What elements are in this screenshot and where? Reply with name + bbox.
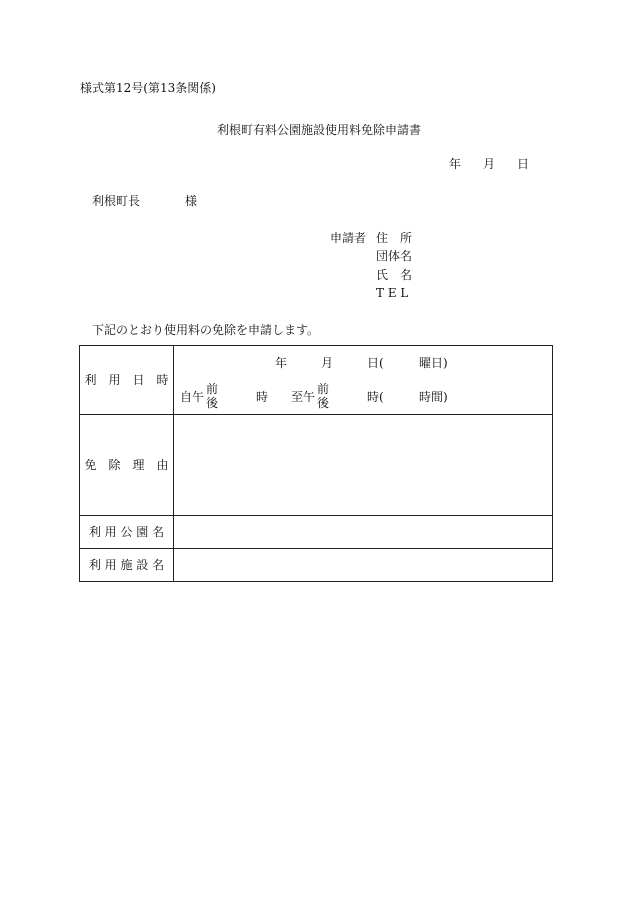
applicant-address-label: 住 所 <box>376 231 413 245</box>
row-label: 利 用 日 時 <box>84 373 169 387</box>
time-from-label: 自午 <box>180 390 205 404</box>
applicant-name-label: 氏 名 <box>376 268 413 282</box>
intro-sentence: 下記のとおり使用料の免除を申請します。 <box>92 323 320 337</box>
table-row-park-name <box>80 516 553 549</box>
table-row-usage-datetime <box>80 346 553 415</box>
park-name-cell[interactable] <box>174 516 553 549</box>
table-row-exemption-reason <box>80 415 553 516</box>
label-cell-facility-name <box>80 549 174 582</box>
time-to-label: 至午 <box>291 390 316 404</box>
usage-year-label: 年 <box>275 356 288 370</box>
date-day-label: 日 <box>517 157 530 171</box>
time-from-am-label: 前 <box>206 382 219 396</box>
row-label: 免 除 理 由 <box>84 458 169 472</box>
time-hour1-label: 時 <box>256 390 269 404</box>
usage-month-label: 月 <box>321 356 334 370</box>
usage-weekday-label: 曜日) <box>419 356 448 370</box>
time-to-pm-label: 後 <box>317 396 330 410</box>
time-from-pm-label: 後 <box>206 396 219 410</box>
time-hour2-label: 時( <box>367 390 384 404</box>
time-to-am-label: 前 <box>317 382 330 396</box>
label-cell-usage-datetime <box>80 346 174 415</box>
applicant-label: 申請者 <box>330 231 367 245</box>
applicant-tel-label: T E L <box>376 286 409 300</box>
date-year-label: 年 <box>449 157 462 171</box>
table-row-facility-name <box>80 549 553 582</box>
label-cell-exemption-reason <box>80 415 174 516</box>
form-number: 様式第12号(第13条関係) <box>80 81 216 95</box>
usage-day-label: 日( <box>367 356 384 370</box>
addressee-honorific: 様 <box>185 194 198 208</box>
usage-datetime-cell[interactable] <box>174 346 553 415</box>
time-hours-label: 時間) <box>419 390 448 404</box>
row-label: 利 用 公 園 名 <box>88 525 165 539</box>
row-label: 利 用 施 設 名 <box>88 558 165 572</box>
addressee-name: 利根町長 <box>92 194 141 208</box>
label-cell-park-name <box>80 516 174 549</box>
application-table <box>79 345 553 582</box>
date-month-label: 月 <box>483 157 496 171</box>
form-title: 利根町有料公園施設使用料免除申請書 <box>217 123 422 137</box>
applicant-group-label: 団体名 <box>376 249 413 263</box>
exemption-reason-cell[interactable] <box>174 415 553 516</box>
facility-name-cell[interactable] <box>174 549 553 582</box>
